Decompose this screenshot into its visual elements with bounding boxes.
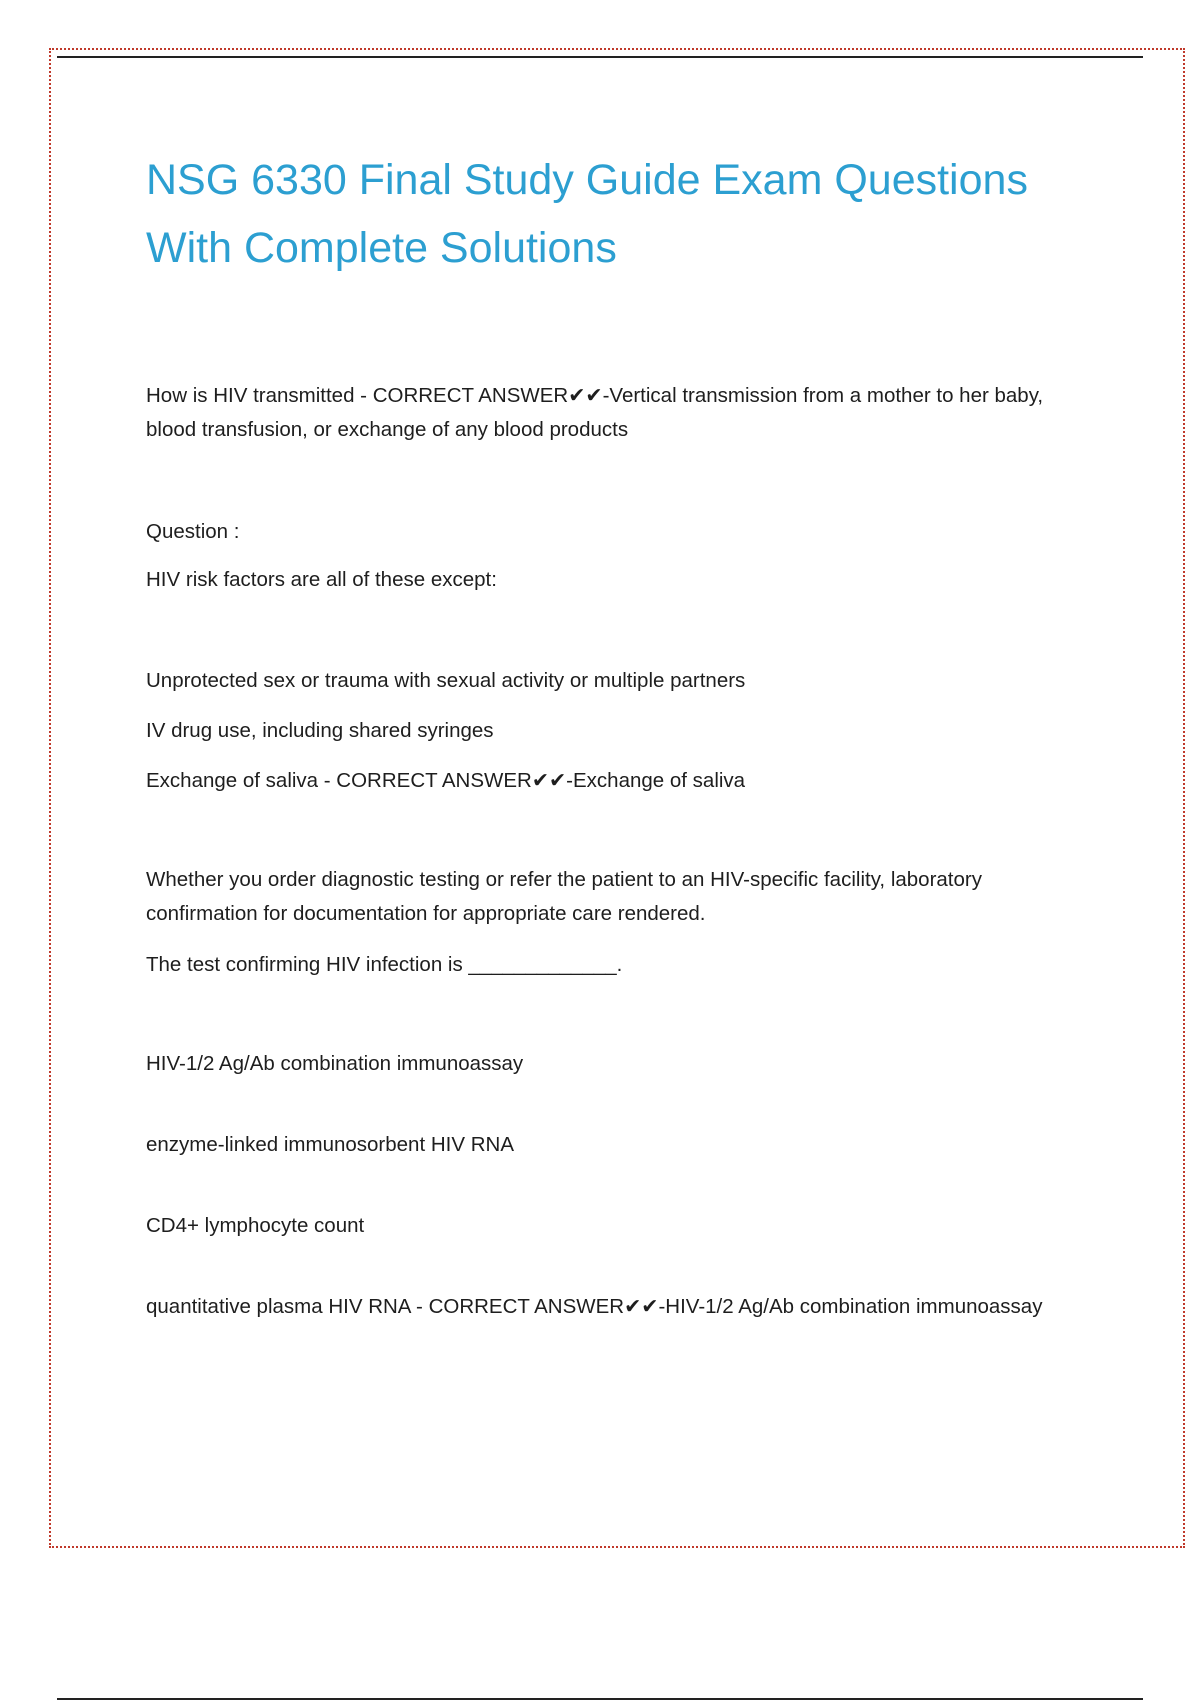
option-exchange-saliva-answer: Exchange of saliva - CORRECT ANSWER✔✔-Exchange of saliva xyxy=(146,769,746,792)
answer-hiv-transmission: How is HIV transmitted - CORRECT ANSWER✔✔-Vertical transmission from a mother to her baby, blood transfusion, or exchange of any blood products xyxy=(146,384,1044,441)
option-ag-ab-immunoassay: HIV-1/2 Ag/Ab combination immunoassay xyxy=(146,1052,524,1075)
question-diagnostic-context: Whether you order diagnostic testing or refer the patient to an HIV-specific facility, laboratory confirmation for documentation for appropriate care rendered. xyxy=(146,868,982,925)
option-unprotected-sex: Unprotected sex or trauma with sexual activity or multiple partners xyxy=(146,669,746,692)
document-title: NSG 6330 Final Study Guide Exam Questions With Complete Solutions xyxy=(146,156,1028,272)
option-cd4-count: CD4+ lymphocyte count xyxy=(146,1214,365,1237)
question-label: Question : xyxy=(146,520,240,543)
top-rule xyxy=(57,56,1143,58)
option-plasma-hiv-rna-answer: quantitative plasma HIV RNA - CORRECT ANSWER✔✔-HIV-1/2 Ag/Ab combination immunoassay xyxy=(146,1295,1043,1318)
option-elisa-hiv-rna: enzyme-linked immunosorbent HIV RNA xyxy=(146,1133,514,1156)
option-iv-drug-use: IV drug use, including shared syringes xyxy=(146,719,494,742)
question-hiv-risk-factors: HIV risk factors are all of these except: xyxy=(146,568,497,591)
question-confirming-test: The test confirming HIV infection is _____________. xyxy=(146,953,623,976)
